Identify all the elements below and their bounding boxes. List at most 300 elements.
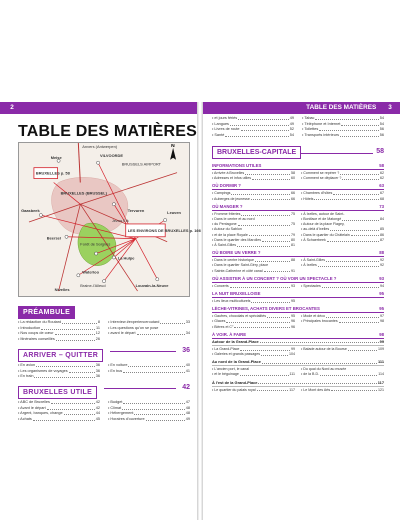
leader-dots: [331, 388, 377, 392]
toc-entry[interactable]: [302, 133, 384, 139]
toc-entry-title: • Climat: [108, 405, 122, 410]
toc-entry-title: • Téléphone et Internet: [302, 121, 341, 126]
leader-dots: [269, 263, 294, 267]
map-label: BRUSSELS AIRPORT: [121, 161, 162, 167]
toc-entry-page: 111: [289, 372, 295, 377]
toc-entry-page: 99: [291, 346, 295, 351]
spacer: [336, 276, 379, 282]
toc-entry-page: 91: [291, 268, 295, 273]
walk-body: [212, 387, 384, 395]
toc-entry-page: 56: [379, 127, 384, 132]
leader-dots: [320, 372, 377, 376]
right-top-entries: [212, 116, 384, 138]
toc-entry-title: • Les organismes de voyages: [18, 368, 68, 373]
leader-dots: [230, 284, 290, 288]
toc-entry-page: 54: [289, 132, 294, 137]
map-label: Jezus Eik: [111, 217, 129, 223]
map-label: Forêt de Soignes: [80, 241, 111, 247]
toc-entry-page: 95: [291, 299, 295, 304]
walk-col: [212, 367, 295, 377]
toc-entry[interactable]: [18, 417, 100, 423]
section-rule: [104, 388, 176, 389]
subsection-page: 98: [379, 331, 384, 337]
leader-dots: [231, 191, 290, 195]
leader-dots: [245, 171, 290, 175]
toc-entry-title: • Achats: [18, 416, 32, 421]
toc-entry-title: • Campings: [212, 191, 231, 196]
leader-dots: [146, 417, 185, 421]
subsection-title-text: LA NUIT BRUXELLOISE: [212, 291, 261, 297]
region-map: [18, 142, 201, 297]
toc-entry-title: • et le béguinage: [212, 372, 239, 377]
toc-entry-title: • Interview #experienceroutard: [108, 320, 160, 324]
toc-entry[interactable]: [212, 243, 295, 248]
right-running-title: TABLE DES MATIÈRES: [306, 104, 377, 111]
leader-dots: [240, 347, 290, 351]
toc-entry-title: • Tabac: [302, 116, 315, 120]
toc-entry-page: 79: [291, 232, 295, 237]
toc-entry-title: • À Ixelles: [301, 263, 317, 268]
map-label: Beersel: [46, 235, 61, 241]
map-label: La Hulpe: [117, 255, 135, 261]
toc-entry-page: 48: [185, 405, 190, 410]
map-label: VILVOORDE: [100, 152, 123, 158]
subsection-col: [212, 314, 295, 330]
toc-entry-page: 62: [380, 176, 384, 181]
map-label: Nivelles: [54, 287, 70, 293]
leader-dots: [340, 171, 379, 175]
toc-entry-title: • Du quai du Nord au musée: [301, 367, 347, 372]
toc-entry-title: • Adresses et infos utiles: [212, 176, 252, 181]
utile-page: 42: [182, 384, 190, 391]
toc-entry-title: • À Saint-Gilles: [301, 258, 326, 263]
leader-dots: [261, 352, 288, 356]
leader-dots: [47, 406, 95, 410]
toc-entry-title: À l'est de la Grand-Place: [212, 379, 258, 385]
right-page-header: [203, 102, 400, 114]
arriver-col-1: [18, 363, 100, 380]
map-label: Waterloo: [82, 269, 99, 275]
subsection-title-text: OÙ ASSISTER À UN CONCERT ? OÙ VOIR UN SPECTACLE ?: [212, 275, 337, 281]
toc-entry-page: 121: [378, 387, 384, 392]
map-label: Anvers (Antwerpen): [82, 143, 118, 149]
subsection-page: 95: [379, 291, 384, 297]
toc-subsection-title[interactable]: [212, 276, 384, 283]
toc-entry-title: • Les lieux multiculturels: [212, 299, 251, 304]
toc-entry[interactable]: [301, 372, 384, 377]
arriver-page: 36: [182, 347, 190, 354]
leader-dots: [241, 127, 289, 131]
leader-dots: [36, 363, 95, 367]
toc-entry-page: 40: [185, 363, 190, 367]
leader-dots: [55, 331, 95, 335]
preambule-col-2: [108, 320, 190, 342]
toc-entry-title: • En voiture: [108, 363, 128, 367]
leader-dots: [345, 212, 383, 216]
toc-entry[interactable]: [108, 369, 190, 375]
leader-dots: [260, 339, 379, 344]
subsection-col: [212, 171, 295, 181]
subsection-body: [212, 190, 384, 203]
leader-dots: [346, 222, 383, 226]
arriver-col-2: [108, 363, 190, 380]
toc-entry-title: • de la B.D.: [301, 372, 320, 377]
toc-entry[interactable]: [212, 197, 295, 202]
toc-entry-title: • Hébergement: [108, 411, 134, 416]
toc-entry-title: • ABC de Bruxelles: [18, 400, 50, 404]
toc-entry-title: • Balade autour de la Bourse: [301, 346, 347, 351]
leader-dots: [230, 122, 289, 126]
leader-dots: [314, 197, 379, 201]
toc-entry-title: • Santé: [212, 132, 225, 137]
walk-col: [212, 347, 295, 357]
leader-dots: [322, 284, 379, 288]
leader-dots: [330, 227, 379, 231]
toc-entry[interactable]: [212, 133, 294, 139]
toc-entry[interactable]: [301, 319, 384, 324]
toc-entry[interactable]: [108, 417, 190, 423]
leader-dots: [240, 372, 289, 376]
toc-entry-page: 41: [185, 368, 190, 373]
toc-entry-title: • Dans le quartier Saint-Géry, place: [212, 263, 269, 268]
toc-entry-title: • Sainte-Catherine et côté canal: [212, 268, 263, 273]
toc-entry[interactable]: [301, 263, 384, 268]
book-gutter: [197, 102, 203, 520]
leader-dots: [319, 127, 379, 131]
arriver-section: [18, 344, 190, 380]
toc-entry-title: • En bus: [108, 368, 123, 373]
toc-entry-title: • au-delà d'Ixelles: [301, 227, 330, 232]
leader-dots: [252, 176, 290, 180]
toc-entry-title: • Comment se déplacer ?: [301, 176, 342, 181]
subsection-title-text: OÙ DORMIR ?: [212, 183, 241, 189]
toc-subsection: [212, 250, 384, 276]
left-page-number: 2: [10, 104, 14, 111]
leader-dots: [255, 258, 290, 262]
leader-dots: [258, 380, 376, 385]
toc-entry-page: 99: [379, 338, 384, 344]
walk-body: [212, 366, 384, 379]
toc-entry-title: • Dans le centre et au nord: [212, 217, 255, 222]
leader-dots: [340, 133, 379, 137]
leader-dots: [226, 319, 290, 323]
toc-entry-page: 111: [377, 359, 384, 365]
toc-entry[interactable]: [301, 176, 384, 181]
walk-heading[interactable]: [212, 359, 384, 366]
capitale-heading-row: [212, 146, 384, 160]
toc-entry-title: • Argent, banques, change: [18, 411, 63, 416]
leader-dots: [318, 263, 379, 267]
toc-entry-title: • Principales brocantes: [301, 319, 338, 324]
subsection-body: [212, 257, 384, 276]
toc-subsection: [212, 332, 384, 339]
spacer: [241, 183, 379, 189]
preambule-section: [18, 301, 190, 342]
subsection-body: [212, 283, 384, 291]
map-graphic: [19, 143, 201, 296]
walk-body: [212, 346, 384, 359]
toc-entry-page: 52: [289, 127, 294, 132]
subsection-col: [301, 171, 384, 181]
section-rule: [110, 351, 176, 352]
toc-entry[interactable]: [212, 299, 295, 304]
spacer: [246, 332, 379, 338]
toc-entry-page: 93: [291, 283, 295, 288]
toc-entry-title: • et jours fériés: [212, 116, 238, 120]
subsection-col: [212, 299, 295, 304]
leader-dots: [69, 369, 95, 373]
toc-entry[interactable]: [212, 284, 295, 289]
toc-entry-page: 11: [96, 325, 100, 330]
toc-entry-page: 36: [95, 368, 100, 373]
leader-dots: [262, 238, 290, 242]
leader-dots: [347, 367, 383, 371]
toc-entry-page: 66: [291, 196, 295, 201]
map-label: Meise: [50, 154, 62, 160]
left-page-header: [0, 102, 197, 114]
toc-entry[interactable]: [301, 238, 384, 243]
toc-subsection-title[interactable]: [212, 306, 384, 313]
toc-entry[interactable]: [301, 284, 384, 289]
utile-col-2: [108, 400, 190, 422]
utile-section: [18, 381, 190, 422]
toc-entry-page: 88: [291, 258, 295, 263]
leader-dots: [315, 116, 378, 120]
leader-dots: [341, 122, 378, 126]
toc-entry-page: 114: [378, 372, 384, 377]
leader-dots: [56, 337, 95, 341]
toc-entry-page: 66: [291, 191, 295, 196]
leader-dots: [238, 116, 289, 120]
toc-entry[interactable]: [212, 325, 295, 330]
toc-subsection-title[interactable]: [212, 291, 384, 298]
leader-dots: [33, 417, 95, 421]
toc-entry-title: • À Saint-Gilles: [212, 243, 237, 248]
leader-dots: [241, 212, 290, 216]
toc-subsection: [212, 163, 384, 183]
map-label: Leuven: [167, 210, 181, 216]
toc-entry-page: 54: [379, 121, 384, 126]
toc-entry-title: • du Pentagone: [212, 222, 237, 227]
right-page-number: 3: [388, 104, 392, 111]
subsection-body: [212, 170, 384, 183]
spacer: [243, 204, 380, 210]
toc-entry-page: 58: [291, 171, 295, 175]
toc-entry-page: 85: [380, 227, 384, 232]
toc-entry-title: • Nos coups de cœur: [18, 331, 54, 336]
toc-entry[interactable]: [301, 347, 384, 352]
toc-entry-page: 8: [97, 320, 100, 324]
leader-dots: [348, 347, 377, 351]
toc-entry-title: • Glaces: [212, 319, 226, 324]
toc-subsection-title[interactable]: [212, 332, 384, 339]
subsection-page: 88: [379, 250, 384, 256]
leader-dots: [326, 258, 379, 262]
subsection-page: 95: [379, 306, 384, 312]
toc-subsection-title[interactable]: [212, 250, 384, 257]
subsection-page: 63: [379, 183, 384, 189]
page-top-margin: [0, 0, 400, 102]
map-label: Gaasbeek: [21, 208, 40, 214]
toc-entry-page: 96: [291, 319, 295, 324]
leader-dots: [251, 299, 290, 303]
toc-entry-title: • Horaires d'ouverture: [108, 416, 145, 421]
subsection-page: 58: [379, 163, 384, 168]
leader-dots: [243, 227, 294, 231]
toc-entry-title: • Le quartier du palais royal: [212, 387, 256, 392]
subsection-col: [212, 212, 295, 248]
subsection-title-text: À VOIR. À FAIRE: [212, 331, 247, 337]
map-label: LES ENVIRONS DE BRUXELLES p. 166: [127, 227, 201, 233]
subsection-page: 73: [379, 203, 384, 209]
leader-dots: [134, 411, 184, 415]
leader-dots: [159, 326, 189, 330]
walk-heading[interactable]: [212, 339, 384, 346]
toc-entry-page: 12: [95, 331, 100, 336]
toc-entry-page: 45: [95, 416, 100, 421]
capitale-heading: BRUXELLES-CAPITALE: [212, 146, 301, 159]
subsection-col: [301, 284, 384, 289]
subsection-col: [212, 258, 295, 274]
toc-entry-title: • En avion: [18, 363, 36, 367]
leader-dots: [62, 320, 97, 324]
toc-entry[interactable]: [301, 197, 384, 202]
leader-dots: [160, 320, 184, 324]
leader-dots: [122, 406, 185, 410]
toc-entry-title: • Budget: [108, 400, 123, 404]
toc-entry-title: • L'ancien port, le canal: [212, 367, 250, 372]
toc-subsection: [212, 276, 384, 291]
leader-dots: [123, 400, 184, 404]
toc-entry-page: 42: [95, 400, 100, 404]
spacer: [261, 291, 380, 297]
toc-entry-title: • Fromme friteries: [212, 211, 241, 216]
toc-entry-page: 117: [377, 379, 384, 385]
toc-entry-page: 48: [185, 411, 190, 416]
utile-heading: BRUXELLES UTILE: [18, 386, 97, 399]
subsection-title-text: INFORMATIONS UTILES: [212, 163, 262, 168]
toc-entry-title: • Mode et déco: [301, 314, 326, 319]
toc-entry-title: Autour de la Grand-Place: [212, 338, 259, 344]
leader-dots: [251, 197, 290, 201]
page-title: TABLE DES MATIÈRES: [18, 123, 198, 140]
leader-dots: [234, 325, 290, 329]
toc-entry-title: • Dans le quartier du Châtelain: [301, 232, 350, 237]
leader-dots: [225, 133, 288, 137]
subsection-body: [212, 211, 384, 250]
map-label: BRUXELLES p. 58: [35, 170, 70, 176]
toc-entry-title: • La rédaction du Routard: [18, 320, 62, 324]
leader-dots: [249, 233, 290, 237]
toc-subsection: [212, 204, 384, 250]
toc-entry[interactable]: [301, 388, 384, 393]
walk-col: [301, 347, 384, 357]
toc-entry-title: • Comment se repérer ?: [301, 171, 340, 175]
toc-entry-title: • Dans le quartier des Marolles: [212, 237, 261, 242]
toc-entry-title: • Galeries et grands passages: [212, 352, 261, 357]
subsection-col: [301, 191, 384, 201]
toc-entry[interactable]: [212, 372, 295, 377]
walk-heading[interactable]: [212, 380, 384, 387]
toc-subsection-title[interactable]: [212, 163, 384, 170]
toc-entry-title: • Boniface et de Matongé: [301, 217, 342, 222]
toc-entry-page: 95: [291, 314, 295, 319]
subsection-col: [212, 191, 295, 201]
toc-entry-page: 56: [379, 132, 384, 137]
subsection-col: [301, 299, 384, 304]
map-label: Louvain-la-Neuve: [135, 283, 169, 289]
walk-col: [212, 388, 295, 393]
toc-entry[interactable]: [18, 337, 100, 343]
toc-entry-page: 26: [95, 336, 100, 341]
leader-dots: [250, 367, 294, 371]
toc-entry-title: • Dans le centre historique: [212, 258, 255, 263]
toc-entry-title: • Le Mont des Arts: [301, 387, 331, 392]
toc-subsection-title[interactable]: [212, 183, 384, 190]
toc-entry-title: • Spectacles: [301, 283, 321, 288]
toc-entry-page: 67: [380, 191, 384, 196]
leader-dots: [326, 314, 379, 318]
toc-entry-title: • Autour du Sablon: [212, 227, 242, 232]
subsection-title-text: LÈCHE-VITRINES, ACHATS DIVERS ET BROCANTES: [212, 306, 320, 312]
toc-entry-page: 92: [380, 258, 384, 263]
toc-entry-page: 80: [291, 237, 295, 242]
toc-entry[interactable]: [212, 176, 295, 181]
toc-entry-page: 84: [380, 217, 384, 222]
toc-entry-title: • Hôtels: [301, 196, 314, 201]
subsection-col: [212, 284, 295, 289]
toc-entry-page: 49: [289, 121, 294, 126]
toc-entry-title: • Arrivée à Bruxelles: [212, 171, 245, 175]
leader-dots: [64, 411, 95, 415]
toc-entry-title: • En train: [18, 374, 34, 379]
toc-entry-title: • À Ixelles, autour de Saint-: [301, 211, 345, 216]
leader-dots: [262, 359, 377, 364]
capitale-page: 58: [373, 148, 384, 155]
toc-entry-page: 36: [95, 374, 100, 379]
leader-dots: [237, 243, 290, 247]
leader-dots: [339, 319, 379, 323]
toc-entry-title: • Introduction: [18, 325, 41, 330]
leader-dots: [342, 217, 379, 221]
toc-entry[interactable]: [212, 269, 295, 274]
toc-subsection-title[interactable]: [212, 204, 384, 211]
subsection-title-text: OÙ MANGER ?: [212, 203, 243, 209]
toc-entry-page: 47: [185, 400, 190, 404]
subsection-body: [212, 298, 384, 306]
toc-entry-page: 34: [185, 331, 190, 336]
capitale-subsections: [212, 163, 384, 395]
leader-dots: [267, 314, 290, 318]
leader-dots: [264, 269, 290, 273]
svg-text:N: N: [171, 143, 175, 149]
toc-entry-title: • Livres de route: [212, 127, 240, 132]
leader-dots: [333, 191, 379, 195]
toc-entry[interactable]: [18, 374, 100, 380]
toc-entry-page: 94: [380, 283, 384, 288]
toc-entry[interactable]: [212, 352, 295, 357]
leader-dots: [41, 326, 95, 330]
toc-entry-title: Au nord de la Grand-Place: [212, 359, 261, 365]
toc-entry-page: 60: [291, 176, 295, 181]
toc-entry-title: • Gaufres, chocolats et spécialités: [212, 314, 266, 319]
toc-entry-page: 117: [289, 387, 295, 392]
preambule-heading: PRÉAMBULE: [18, 306, 75, 319]
toc-entry-title: • Langues: [212, 121, 229, 126]
subsection-body: [212, 313, 384, 332]
toc-entry[interactable]: [108, 331, 190, 337]
toc-entry[interactable]: [212, 388, 295, 393]
